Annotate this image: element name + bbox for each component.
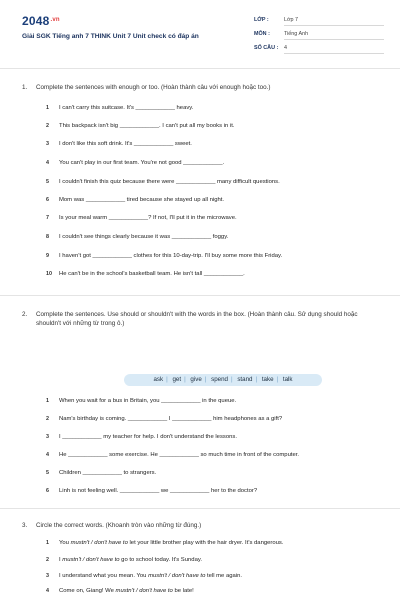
section-1-instruction: 1. Complete the sentences with enough or too. (Hoàn thành câu với enough hoặc too.) (22, 84, 271, 91)
list-item: 9 I haven't got ____________ clothes for this 10-day-trip. I'll buy some more this Friday. (46, 253, 283, 259)
word-box-item: ask (153, 376, 164, 383)
list-item: 3 I don't like this soft drink. It's ____________ sweet. (46, 141, 192, 147)
word-box-item: get (172, 376, 182, 383)
header-divider (0, 68, 400, 69)
choice-options: mustn't / don't have to (148, 573, 206, 579)
section-2-instruction: 2. Complete the sentences. Use should or shouldn't with the words in the box. (Hoàn thành câu. Sử dụng should hoặc shouldn't với những từ trong ô.) (22, 311, 358, 327)
list-item: 1 When you wait for a bus in Britain, you ____________ in the queue. (46, 398, 237, 404)
list-item: 4 You can't play in our first team. You're not good ____________. (46, 160, 225, 166)
list-item: 7 Is your meal warm ____________? If not, I'll put it in the microwave. (46, 215, 237, 221)
document-title: Giải SGK Tiếng anh 7 THINK Unit 7 Unit check có đáp án (22, 33, 199, 40)
section-divider (0, 508, 400, 509)
word-box-item: stand (237, 376, 253, 383)
section-divider (0, 295, 400, 296)
choice-options: mustn't / don't have to (115, 588, 173, 594)
list-item: 1 You mustn't / don't have to let your little brother play with the hair dryer. It's dangerous. (46, 540, 284, 546)
word-box-item: spend (211, 376, 228, 383)
list-item: 5 I couldn't finish this quiz because there were ____________ many difficult questions. (46, 179, 280, 185)
word-box: ask | get | give | spend | stand | take | talk (124, 374, 322, 386)
site-logo[interactable]: $2048^{.vn}$ (22, 14, 60, 28)
list-item: 2 Nam's birthday is coming. ____________ I ____________ him headphones as a gift? (46, 416, 283, 422)
choice-options: mustn't / don't have to (70, 540, 128, 546)
list-item: 10 He can't be in the school's basketball team. He isn't tall ____________. (46, 271, 245, 277)
list-item: 3 I understand what you mean. You mustn't / don't have to tell me again. (46, 573, 243, 579)
word-box-item: give (190, 376, 202, 383)
list-item: 1 I can't carry this suitcase. It's ____________ heavy. (46, 105, 194, 111)
list-item: 2 This backpack isn't big ____________. I can't put all my books in it. (46, 123, 235, 129)
choice-options: mustn't / don't have to (62, 557, 120, 563)
word-box-item: talk (282, 376, 293, 383)
list-item: 4 He ____________ some exercise. He ____________ so much time in front of the computer. (46, 452, 300, 458)
list-item: 6 Linh is not feeling well. ____________ we ____________ her to the doctor? (46, 488, 258, 494)
list-item: 5 Children ____________ to strangers. (46, 470, 157, 476)
list-item: 8 I couldn't see things clearly because it was ____________ foggy. (46, 234, 229, 240)
word-box-item: take (261, 376, 274, 383)
list-item: 6 Mom was ____________ tired because she stayed up all night. (46, 197, 225, 203)
document-header: $2048^{.vn}$ Giải SGK Tiếng anh 7 THINK Unit 7 Unit check có đáp án LỚP : Lớp 7 MÔN : Tiếng Anh SỐ CÂU : 4 (0, 0, 400, 68)
section-3-instruction: 3. Circle the correct words. (Khoanh tròn vào những từ đúng.) (22, 522, 202, 529)
list-item: 4 Come on, Giang! We mustn't / don't have to be late! (46, 588, 194, 594)
list-item: 2 I mustn't / don't have to go to school today. It's Sunday. (46, 557, 202, 563)
list-item: 3 I ____________ my teacher for help. I don't understand the lessons. (46, 434, 237, 440)
